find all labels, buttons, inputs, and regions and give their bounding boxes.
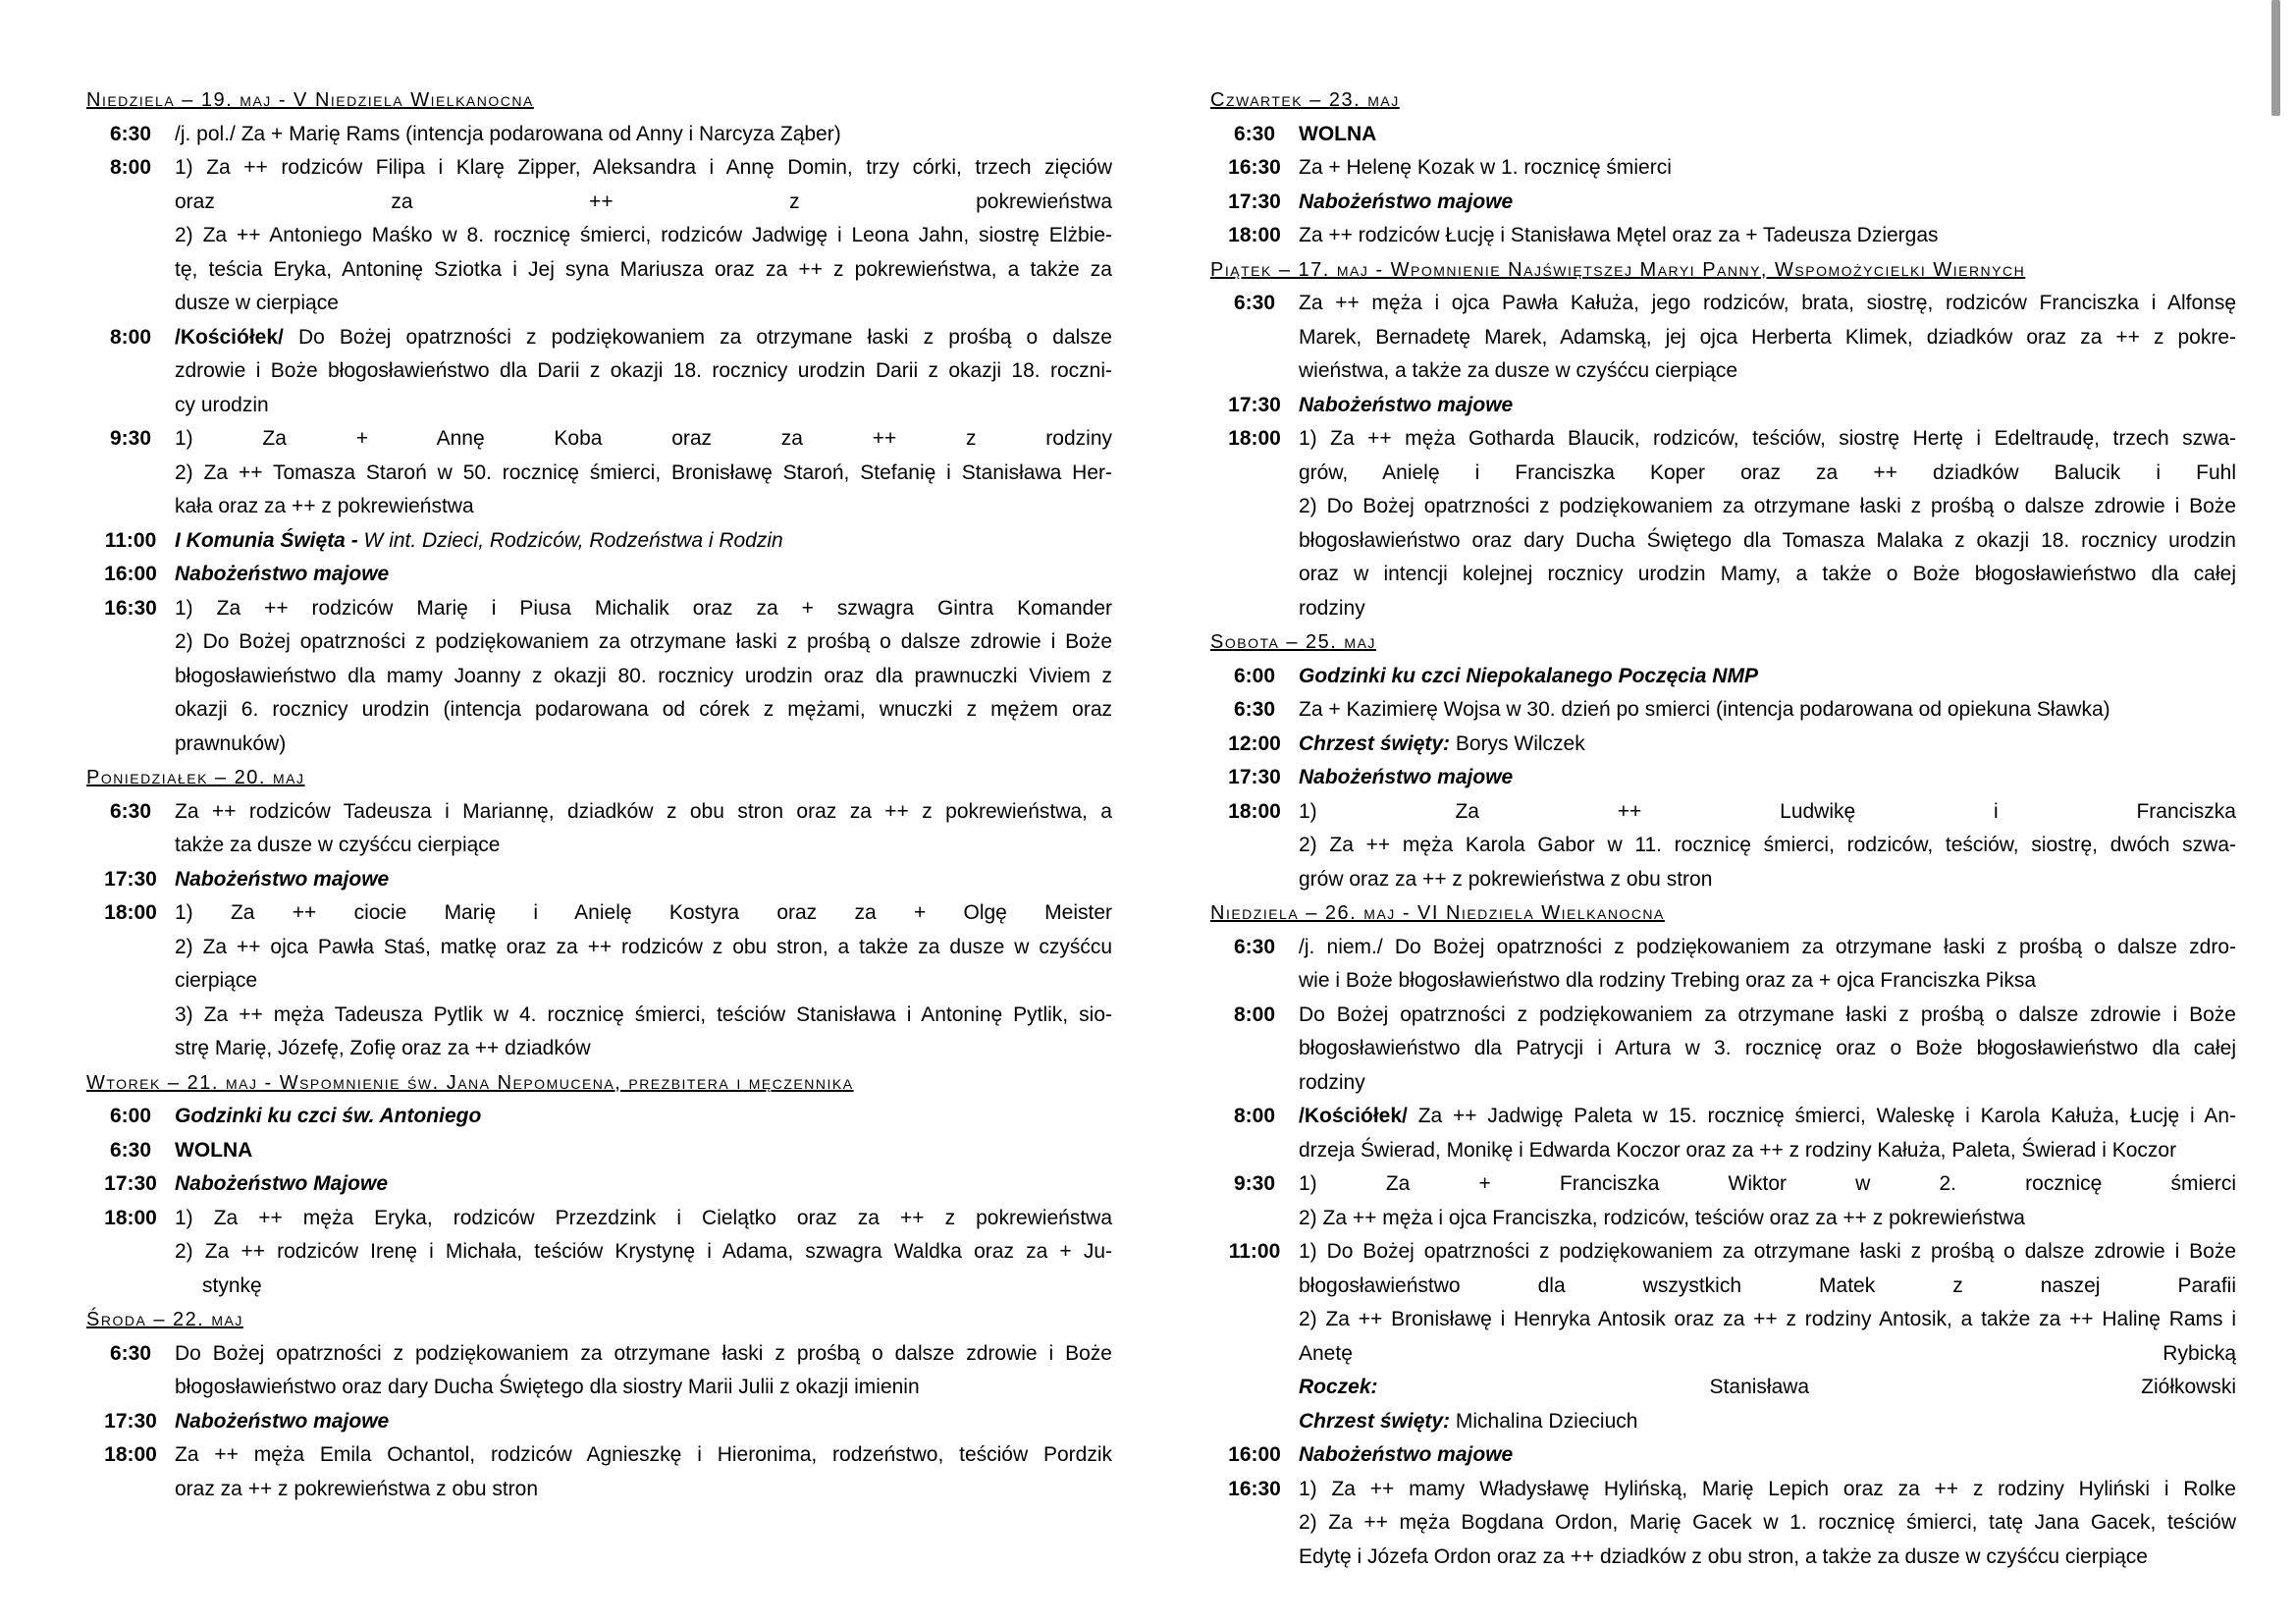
intention-text: Nabożeństwo majowe [175, 1409, 390, 1433]
intention-text: Za + Helenę Kozak w 1. rocznicę śmierci [1299, 156, 1672, 179]
intention-line [175, 693, 1112, 728]
mass-time: 16:00 [104, 563, 157, 585]
intention-text: I Komunia Święta - [175, 528, 358, 552]
mass-entry [86, 1100, 1112, 1134]
intention-text: wie i Boże błogosławieństwo dla rodziny Trebing oraz za + ojca Franciszka Piksa [1299, 969, 2037, 992]
mass-entry [86, 1202, 1112, 1304]
intention-text: Chrzest święty: [1299, 731, 1451, 755]
intention-text: grów, Anielę i Franciszka Koper oraz za ++ dziadków Balucik i Fuhl [1299, 460, 2236, 484]
intention-text: 3) Za ++ męża Tadeusza Pytlik w 4. rocznicę śmierci, teściów Stanisława i Antoninę Pytlik, sio- [175, 1002, 1112, 1026]
mass-entry [86, 863, 1112, 897]
intention-line [175, 999, 1112, 1033]
intention-text: 2) Za ++ ojca Pawła Staś, matkę oraz za ++ rodziców z obu stron, a także za dusze w czyśćcu [175, 935, 1112, 958]
intention-text: Chrzest święty: [1299, 1409, 1451, 1433]
intention-text: 1) Za ++ ciocie Marię i Anielę Kostyra oraz za + Olgę Meister [175, 901, 1112, 924]
intention-text: 1) Za ++ mamy Władysławę Hylińską, Marię Lepich oraz za ++ z rodziny Hyliński i Rolke [1299, 1477, 2236, 1500]
intention-line [175, 1371, 1112, 1405]
intention-text: grów oraz za ++ z pokrewieństwa z obu stron [1299, 867, 1713, 891]
intention-text: 1) Za ++ męża Eryka, rodziców Przezdzink i Cielątko oraz za ++ z pokrewieństwa [175, 1206, 1112, 1229]
intention-text: rodziny [1299, 596, 1365, 620]
mass-entry [86, 592, 1112, 762]
intention-text: Michalina Dzieciuch [1450, 1409, 1638, 1433]
intention-line [175, 896, 1112, 931]
intention-text: Godzinki ku czci Niepokalanego Poczęcia NMP [1299, 664, 1758, 687]
intention-text: prawnuków) [175, 731, 287, 755]
intention-text: także za dusze w czyśćcu cierpiące [175, 834, 501, 856]
mass-time: 9:30 [109, 427, 152, 450]
right-column [1210, 83, 2236, 1574]
intention-line [175, 863, 1112, 897]
intention-line [1299, 422, 2236, 457]
intention-line [1299, 829, 2236, 863]
intention-line [175, 1473, 1112, 1507]
intention-text: 2) Za ++ Antoniego Maśko w 8. rocznicę śmierci, rodziców Jadwigę i Leona Jahn, siostrę Elżbie- [175, 224, 1112, 246]
intention-text: 2) Za ++ męża Karola Gabor w 11. rocznicę śmierci, rodziców, teściów, siostrę, dwóch szwa- [1299, 834, 2236, 856]
intention-text: dusze w cierpiące [175, 292, 339, 314]
intention-line [175, 795, 1112, 830]
mass-entry [86, 1167, 1112, 1202]
intention-line [175, 558, 1112, 592]
intention-line [1299, 1337, 2236, 1372]
intention-line [1299, 524, 2236, 559]
mass-entry [1210, 1438, 2236, 1473]
intention-line [1299, 863, 2236, 897]
intention-text: Nabożeństwo majowe [175, 563, 390, 585]
intention-line [175, 422, 1112, 457]
mass-entry [1210, 931, 2236, 999]
intention-text: /j. pol./ Za + Marię Rams (intencja podarowana od Anny i Narcyza Ząber) [175, 122, 841, 145]
mass-entry [1210, 219, 2236, 253]
intention-line [1299, 1100, 2236, 1134]
intention-line [175, 592, 1112, 626]
day-header: Piątek – 17. maj - Wpomnienie Najświętszej Maryi Panny, Wspomożycielki Wiernych [1210, 258, 2026, 281]
intention-text: błogosławieństwo dla wszystkich Matek z naszej Parafii [1299, 1273, 2236, 1297]
mass-entry [86, 558, 1112, 592]
mass-time: 18:00 [104, 1443, 157, 1466]
intention-text: błogosławieństwo dla Patrycji i Artura w 3. rocznicę oraz o Boże błogosławieństwo dla całej [1299, 1037, 2236, 1059]
intention-line [1299, 1371, 2236, 1405]
intention-text: Anetę Rybicką [1299, 1341, 2236, 1365]
scrollbar[interactable] [2271, 0, 2280, 116]
intention-text: wieństwa, a także za dusze w czyśćcu cierpiące [1299, 359, 1738, 382]
intention-line [175, 728, 1112, 762]
mass-time: 16:00 [1228, 1443, 1281, 1466]
mass-time: 8:00 [109, 156, 152, 179]
intention-line [175, 219, 1112, 253]
mass-entry [1210, 1235, 2236, 1438]
intention-line [175, 1167, 1112, 1202]
intention-text: Za + Kazimierę Wojsa w 30. dzień po smierci (intencja podarowana od opiekuna Sławka) [1299, 698, 2110, 721]
intention-line [1299, 457, 2236, 491]
day-header: Sobota – 25. maj [1210, 631, 1376, 653]
intention-line [175, 287, 1112, 321]
mass-entry [1210, 422, 2236, 625]
intention-line [175, 1235, 1112, 1270]
intention-line [175, 354, 1112, 389]
intention-text: Nabożeństwo Majowe [175, 1172, 389, 1195]
mass-time: 11:00 [104, 528, 157, 552]
mass-time: 18:00 [1228, 799, 1281, 823]
day-header: Wtorek – 21. maj - Wspomnienie św. Jana Nepomucena, prezbitera i męczennika [86, 1071, 854, 1094]
intention-line [1299, 287, 2236, 321]
intention-text: Za ++ Jadwigę Paleta w 15. rocznicę śmierci, Waleskę i Karola Kałuża, Łucję i An- [1407, 1105, 2236, 1127]
mass-entry [86, 896, 1112, 1066]
intention-line [175, 829, 1112, 863]
mass-time: 8:00 [1233, 1105, 1276, 1127]
mass-entry [1210, 761, 2236, 795]
intention-text: cierpiące [175, 969, 258, 992]
intention-text: oraz za ++ z pokrewieństwa [175, 189, 1112, 213]
day-header: Niedziela – 26. maj - VI Niedziela Wielkanocna [1210, 902, 1665, 924]
intention-line [1299, 1473, 2236, 1507]
intention-line [1299, 1235, 2236, 1270]
intention-text: WOLNA [175, 1138, 253, 1162]
intention-line [1299, 728, 2236, 762]
mass-time: 18:00 [104, 1206, 157, 1229]
mass-time: 6:30 [109, 1341, 152, 1365]
intention-line [175, 1405, 1112, 1439]
mass-entry [1210, 999, 2236, 1101]
mass-time: 17:30 [104, 1172, 157, 1195]
intention-line [175, 1438, 1112, 1473]
intention-line [1299, 321, 2236, 355]
mass-entry [1210, 389, 2236, 423]
mass-time: 6:00 [109, 1105, 152, 1127]
intention-text: tę, teścia Eryka, Antoninę Sziotka i Jej syna Mariusza oraz za ++ z pokrewieństwa, a także za [175, 257, 1112, 281]
intention-line [1299, 1066, 2236, 1101]
intention-text: 2) Do Bożej opatrzności z podziękowaniem za otrzymane łaski z prośbą o dalsze zdrowie i Boże [1299, 495, 2236, 517]
intention-text: 2) Za ++ męża i ojca Franciszka, rodziców, teściów oraz za ++ z pokrewieństwa [1299, 1206, 2025, 1229]
intention-text: kała oraz za ++ z pokrewieństwa [175, 495, 474, 517]
intention-text: strę Marię, Józefę, Zofię oraz za ++ dziadków [175, 1037, 591, 1059]
intention-line [175, 1134, 1112, 1168]
intention-line [175, 1202, 1112, 1236]
intention-line [175, 186, 1112, 220]
mass-time: 6:30 [109, 799, 152, 823]
intention-text: błogosławieństwo oraz dary Ducha Świętego dla Tomasza Malaka z okazji 18. rocznicy urodzin [1299, 528, 2236, 552]
intention-line [175, 118, 1112, 152]
intention-line [1299, 592, 2236, 626]
intention-line [1299, 558, 2236, 592]
intention-text: 1) Za ++ rodziców Marię i Piusa Michalik oraz za + szwagra Gintra Komander [175, 596, 1112, 620]
mass-entry [86, 118, 1112, 152]
intention-text: Do Bożej opatrzności z podziękowaniem za otrzymane łaski z prośbą o dalsze zdrowie i Boże [175, 1341, 1112, 1365]
day-header: Środa – 22. maj [86, 1309, 243, 1330]
mass-entry [86, 1438, 1112, 1506]
intention-line [1299, 795, 2236, 830]
intention-text: zdrowie i Boże błogosławieństwo dla Darii z okazji 18. rocznicy urodzin Darii z okazji 18. roczni- [175, 359, 1112, 382]
mass-time: 6:00 [1233, 664, 1276, 687]
intention-line [175, 524, 1112, 559]
mass-entry [86, 1405, 1112, 1439]
intention-text: /Kościółek/ [1299, 1105, 1408, 1127]
intention-line [1299, 1202, 2236, 1236]
intention-line [175, 151, 1112, 186]
intention-line [1299, 219, 2236, 253]
intention-line [1299, 964, 2236, 999]
intention-text: Za ++ męża i ojca Pawła Kałuża, jego rodziców, brata, siostrę, rodziców Franciszka i Alfonsę [1299, 292, 2236, 314]
day-header: Poniedziałek – 20. maj [86, 767, 305, 788]
mass-time: 9:30 [1233, 1172, 1276, 1195]
intention-text: /Kościółek/ [175, 325, 284, 349]
intention-text: Roczek: [1299, 1376, 1378, 1398]
intention-line [1299, 1506, 2236, 1541]
mass-entry [1210, 728, 2236, 762]
mass-entry [86, 321, 1112, 423]
intention-text: 1) Za + Franciszka Wiktor w 2. rocznicę śmierci [1299, 1172, 2236, 1195]
intention-line [1299, 693, 2236, 728]
intention-text: błogosławieństwo oraz dary Ducha Świętego dla siostry Marii Julii z okazji imienin [175, 1376, 920, 1398]
intention-line [1299, 1134, 2236, 1168]
mass-time: 6:30 [109, 122, 152, 145]
mass-entry [1210, 287, 2236, 389]
mass-time: 6:30 [109, 1138, 152, 1162]
mass-entry [1210, 1100, 2236, 1167]
intention-text: 2) Za ++ rodziców Irenę i Michała, teściów Krystynę i Adama, szwagra Waldka oraz za + Ju- [175, 1240, 1112, 1263]
intention-text: 2) Za ++ Bronisławę i Henryka Antosik oraz za ++ z rodziny Antosik, a także za ++ Halinę Rams i [1299, 1308, 2236, 1330]
mass-time: 18:00 [1228, 224, 1281, 246]
intention-text: 1) Za + Annę Koba oraz za ++ z rodziny [175, 427, 1112, 450]
intention-line [1299, 1438, 2236, 1473]
intention-line [175, 490, 1112, 524]
mass-entry [1210, 1473, 2236, 1575]
mass-time: 6:30 [1233, 935, 1276, 958]
intention-line [175, 457, 1112, 491]
intention-text: oraz w intencji kolejnej rocznicy urodzin Mamy, a także o Boże błogosławieństwo dla całej [1299, 563, 2236, 585]
mass-entry [86, 151, 1112, 321]
intention-line [1299, 118, 2236, 152]
intention-text: 1) Do Bożej opatrzności z podziękowaniem za otrzymane łaski z prośbą o dalsze zdrowie i Boże [1299, 1240, 2236, 1263]
intention-text: Za ++ rodziców Łucję i Stanisława Mętel oraz za + Tadeusza Dziergas [1299, 224, 1939, 246]
intention-text: Nabożeństwo majowe [1299, 1443, 1514, 1466]
intention-line [175, 660, 1112, 694]
intention-line [1299, 660, 2236, 694]
mass-entry [1210, 1167, 2236, 1235]
intention-text: cy urodzin [175, 393, 269, 416]
intention-line [1299, 1541, 2236, 1575]
mass-time: 11:00 [1228, 1240, 1281, 1263]
mass-time: 17:30 [1228, 189, 1281, 213]
mass-time: 16:30 [1228, 156, 1281, 179]
mass-entry [86, 524, 1112, 559]
intention-line [1299, 490, 2236, 524]
intention-text: 1) Za ++ męża Gotharda Blaucik, rodziców, teściów, siostrę Hertę i Edeltraudę, trzech szwa- [1299, 427, 2236, 450]
mass-entry [86, 1337, 1112, 1405]
mass-entry [86, 795, 1112, 863]
intention-text: Marek, Bernadetę Marek, Adamską, jej ojca Herberta Klimek, dziadków oraz za ++ z pokre- [1299, 325, 2236, 349]
intention-text: 2) Za ++ Tomasza Staroń w 50. rocznicę śmierci, Bronisławę Staroń, Stefanię i Stanisława Her- [175, 460, 1112, 484]
intention-line [175, 931, 1112, 965]
mass-entry [1210, 186, 2236, 220]
left-column [86, 83, 1112, 1506]
mass-entry [1210, 118, 2236, 152]
mass-time: 17:30 [104, 1409, 157, 1433]
intention-text: Nabożeństwo majowe [1299, 189, 1514, 213]
mass-time: 6:30 [1233, 292, 1276, 314]
intention-text: Borys Wilczek [1450, 731, 1585, 755]
intention-text: Za ++ rodziców Tadeusza i Mariannę, dziadków z obu stron oraz za ++ z pokrewieństwa, a [175, 799, 1112, 823]
intention-line [1299, 354, 2236, 389]
intention-line [175, 625, 1112, 660]
intention-text: Do Bożej opatrzności z podziękowaniem za otrzymane łaski z prośbą o dalsze [283, 325, 1112, 349]
intention-text: W int. Dzieci, Rodziców, Rodzeństwa i Rodzin [357, 528, 783, 552]
mass-entry [1210, 693, 2236, 728]
intention-text: Edytę i Józefa Ordon oraz za ++ dziadków z obu stron, a także za dusze w czyśćcu cierpiące [1299, 1544, 2148, 1568]
intention-text: Godzinki ku czci św. Antoniego [175, 1105, 482, 1127]
intention-line [1299, 1303, 2236, 1337]
intention-line [1299, 1405, 2236, 1439]
intention-line [1299, 389, 2236, 423]
intention-line [175, 253, 1112, 288]
intention-line [1299, 1032, 2236, 1066]
intention-text: błogosławieństwo dla mamy Joanny z okazji 80. rocznicy urodzin oraz dla prawnuczki Viviem z [175, 664, 1112, 687]
mass-time: 8:00 [109, 325, 152, 349]
mass-entry [1210, 660, 2236, 694]
mass-time: 16:30 [1228, 1477, 1281, 1500]
day-header: Niedziela – 19. maj - V Niedziela Wielkanocna [86, 89, 534, 111]
intention-text: 1) Za ++ Ludwikę i Franciszka [1299, 799, 2236, 823]
intention-line [1299, 999, 2236, 1033]
intention-line [1299, 1167, 2236, 1202]
day-header: Czwartek – 23. maj [1210, 89, 1400, 111]
mass-time: 6:30 [1233, 698, 1276, 721]
mass-entry [1210, 151, 2236, 186]
mass-time: 6:30 [1233, 122, 1276, 145]
mass-time: 18:00 [1228, 427, 1281, 450]
intention-line [175, 964, 1112, 999]
intention-line [1299, 931, 2236, 965]
intention-text: Nabożeństwo majowe [175, 867, 390, 891]
intention-line [1299, 186, 2236, 220]
intention-text: 1) Za ++ rodziców Filipa i Klarę Zipper, Aleksandra i Annę Domin, trzy córki, trzech zięciów [175, 156, 1112, 179]
intention-text: WOLNA [1299, 122, 1377, 145]
intention-text: drzeja Świerad, Monikę i Edwarda Koczor oraz za ++ z rodziny Kałuża, Paleta, Świerad i Koczor [1299, 1138, 2177, 1162]
intention-text: Do Bożej opatrzności z podziękowaniem za otrzymane łaski z prośbą o dalsze zdrowie i Boże [1299, 1002, 2236, 1026]
intention-text: 2) Za ++ męża Bogdana Ordon, Marię Gacek w 1. rocznicę śmierci, tatę Jana Gacek, teściów [1299, 1511, 2236, 1534]
intention-text: okazji 6. rocznicy urodzin (intencja podarowana od córek z mężami, wnuczki z mężem oraz [175, 698, 1112, 721]
mass-entry [1210, 795, 2236, 897]
intention-text: /j. niem./ Do Bożej opatrzności z podziękowaniem za otrzymane łaski z prośbą o dalsze zdro- [1299, 935, 2236, 958]
intention-line [1299, 1270, 2236, 1304]
intention-text: rodziny [1299, 1070, 1365, 1094]
mass-time: 16:30 [104, 596, 157, 620]
mass-time: 17:30 [1228, 766, 1281, 788]
mass-time: 18:00 [104, 901, 157, 924]
mass-time: 8:00 [1233, 1002, 1276, 1026]
mass-entry [86, 1134, 1112, 1168]
intention-line [175, 1032, 1112, 1066]
intention-text: oraz za ++ z pokrewieństwa z obu stron [175, 1477, 539, 1500]
intention-text: Nabożeństwo majowe [1299, 393, 1514, 416]
intention-text: Nabożeństwo majowe [1299, 766, 1514, 788]
mass-time: 17:30 [104, 867, 157, 891]
intention-line [175, 1337, 1112, 1372]
intention-line [175, 1100, 1112, 1134]
intention-text: stynkę [202, 1273, 262, 1297]
mass-time: 17:30 [1228, 393, 1281, 416]
intention-line [1299, 151, 2236, 186]
intention-line [175, 321, 1112, 355]
mass-entry [86, 422, 1112, 524]
intention-line [1299, 761, 2236, 795]
intention-text: Stanisława Ziółkowski [1377, 1376, 2236, 1398]
intention-text: 2) Do Bożej opatrzności z podziękowaniem za otrzymane łaski z prośbą o dalsze zdrowie i Boże [175, 630, 1112, 653]
intention-text: Za ++ męża Emila Ochantol, rodziców Agnieszkę i Hieronima, rodzeństwo, teściów Pordzik [175, 1443, 1112, 1466]
intention-line [175, 389, 1112, 423]
mass-time: 12:00 [1228, 731, 1281, 755]
intention-line [175, 1270, 1112, 1304]
